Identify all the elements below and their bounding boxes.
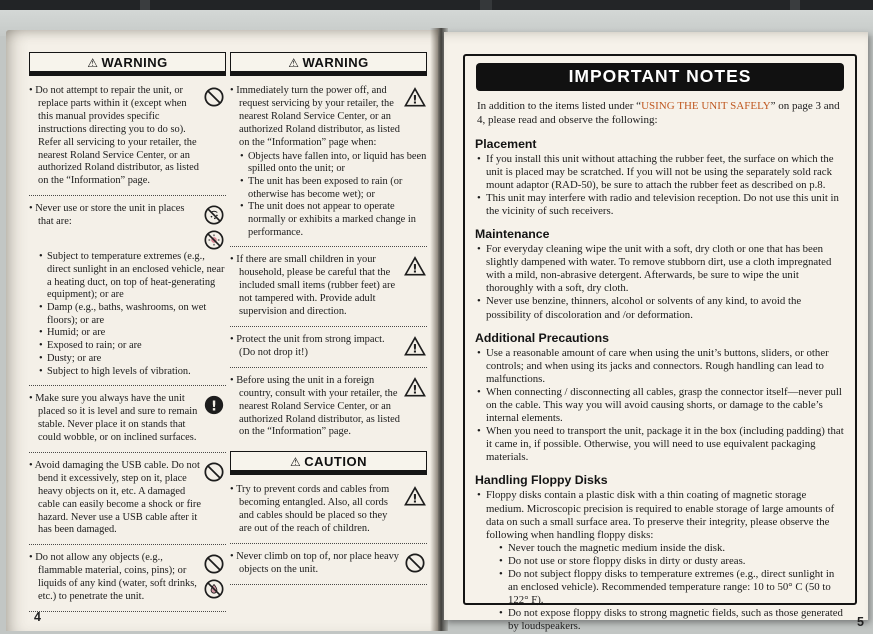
svg-text:!: ! xyxy=(411,491,418,506)
notes-bullet: • When connecting / disconnecting all cables, grasp the connector itself—never pull on the cable. This way you will avoid causing shorts, or damage to the cable’s internal elements. xyxy=(475,386,845,425)
warning-triangle-icon xyxy=(404,87,426,107)
dotted-separator xyxy=(29,544,226,545)
notes-section-heading: Additional Precautions xyxy=(475,330,609,345)
notes-bullet-list xyxy=(475,489,845,633)
warning-header xyxy=(29,52,226,76)
page-left xyxy=(6,30,438,631)
warning-triangle-icon xyxy=(404,336,426,356)
page-right xyxy=(444,32,868,633)
warning-sub-item: • Dusty; or are xyxy=(39,353,226,366)
warning-item xyxy=(230,334,427,360)
notes-bullet: • Use a reasonable amount of care when using the unit’s buttons, sliders, or other controls; and when using its jacks and connectors. Rough handling can lead to malfunctions. xyxy=(475,347,845,386)
warning-header-label: WARNING xyxy=(101,55,168,70)
warning-sub-item: • Subject to high levels of vibration. xyxy=(39,366,226,379)
warning-item-text: • Avoid damaging the USB cable. Do not bend it excessively, step on it, place heavy objects on it, etc. A damaged cable can easily become a shock or fire hazard. Never use a USB cable after it has been damaged. xyxy=(29,460,201,537)
warning-triangle-icon xyxy=(404,377,426,397)
page-number-left: 4 xyxy=(34,610,41,624)
notes-sub-bullet: • Do not subject floppy disks to temperature extremes (e.g., direct sunlight in an enclosed vehicle). Recommended temperature range: 10 to 50° C (50 to 122° F). xyxy=(498,568,845,607)
notes-bullet: • For everyday cleaning wipe the unit with a soft, dry cloth or one that has been slightly dampened with water. To remove stubborn dirt, use a cloth impregnated with a mild, non-abrasive detergent. Afterwards, be sure to wipe the unit thoroughly with a soft, dry cloth. xyxy=(475,243,845,295)
notes-section xyxy=(475,331,845,465)
prohibition-icon xyxy=(204,87,224,107)
no-rain-icon xyxy=(204,205,224,225)
alert-circle-icon xyxy=(204,395,224,415)
notes-section xyxy=(475,137,845,218)
notes-bullet-list xyxy=(475,243,845,322)
warning-sub-item: • Exposed to rain; or are xyxy=(39,340,226,353)
warning-item xyxy=(230,254,427,319)
prohibition-icon xyxy=(204,554,224,574)
svg-text:!: ! xyxy=(210,399,217,415)
warning-item-text: • Immediately turn the power off, and request servicing by your retailer, the nearest Roland Service Center, or an authorized Roland distributor, as listed on the “Information” page when: xyxy=(230,85,402,150)
warning-item xyxy=(230,85,427,239)
scanner-edge xyxy=(0,0,873,10)
warning-item xyxy=(29,393,226,445)
notes-bullet: • This unit may interfere with radio and television reception. Do not use this unit in the vicinity of such receivers. xyxy=(475,192,845,218)
warning-item-text: • Before using the unit in a foreign country, consult with your retailer, the nearest Roland Service Center, or an authorized Roland distributor, as listed on the “Information” page. xyxy=(230,375,402,440)
warning-column-2 xyxy=(230,52,427,592)
warning-item-icons xyxy=(402,484,427,536)
warning-item xyxy=(230,375,427,440)
warning-item-icons xyxy=(402,375,427,440)
dotted-separator xyxy=(230,367,427,368)
dotted-separator xyxy=(230,326,427,327)
warning-triangle-icon: ⚠ xyxy=(87,56,99,70)
dotted-separator xyxy=(230,584,427,585)
warning-triangle-icon xyxy=(404,486,426,506)
prohibition-icon xyxy=(204,462,224,482)
warning-item-text: • Never climb on top of, nor place heavy objects on the unit. xyxy=(230,551,402,577)
warning-item xyxy=(29,203,226,378)
notes-section-heading: Handling Floppy Disks xyxy=(475,473,608,488)
svg-text:!: ! xyxy=(411,341,418,356)
notes-bullet: • If you install this unit without attaching the rubber feet, the surface on which the unit is placed may be scratched. If you will not be using the separately sold rack mount adaptor (RAD-50), be sure to attach the rubber feet as described on p.8. xyxy=(475,153,845,192)
warning-sub-item: • Damp (e.g., baths, washrooms, on wet floors); or are xyxy=(39,302,226,327)
notes-bullet: • Never use benzine, thinners, alcohol or solvents of any kind, to avoid the possibility of discoloration and /or deformation. xyxy=(475,295,845,321)
intro-prefix: In addition to the items listed under “ xyxy=(477,100,642,112)
warning-item-icons xyxy=(201,552,226,604)
dotted-separator xyxy=(29,385,226,386)
warning-header-label: WARNING xyxy=(302,55,369,70)
warning-item-icons xyxy=(201,393,226,445)
warning-sub-item: • Objects have fallen into, or liquid has been spilled onto the unit; or xyxy=(240,151,427,176)
notes-sub-bullet: • Do not use or store floppy disks in dirty or dusty areas. xyxy=(498,555,845,568)
warning-item-icons xyxy=(201,460,226,537)
warning-item-list xyxy=(230,85,427,439)
svg-text:!: ! xyxy=(411,92,418,107)
safety-section-reference: USING THE UNIT SAFELY xyxy=(641,100,771,112)
warning-sub-list xyxy=(240,151,427,240)
warning-item-icons xyxy=(201,85,226,188)
warning-item-text: • Never use or store the unit in places that are: xyxy=(29,203,201,250)
warning-item-list xyxy=(29,85,226,612)
no-sunlight-icon xyxy=(204,230,224,250)
notes-section-heading: Placement xyxy=(475,136,537,151)
notes-sub-list xyxy=(498,542,845,634)
warning-sub-item: • The unit does not appear to operate normally or exhibits a marked change in performance. xyxy=(240,201,427,239)
warning-item-icons xyxy=(402,551,427,577)
notes-bullet-list xyxy=(475,347,845,465)
no-liquids-icon xyxy=(204,579,224,599)
important-notes-box xyxy=(463,54,857,633)
notes-bullet-list xyxy=(475,153,845,218)
notes-section-heading: Maintenance xyxy=(475,227,550,242)
caution-header-label: CAUTION xyxy=(304,454,367,470)
notes-bullet: • When you need to transport the unit, package it in the box (including padding) that it came in, if possible. Otherwise, you will need to use equivalent packaging materials. xyxy=(475,425,845,464)
warning-column-1 xyxy=(29,52,226,619)
important-notes-title: IMPORTANT NOTES xyxy=(476,63,844,91)
svg-text:!: ! xyxy=(411,261,418,276)
warning-item-text: • Try to prevent cords and cables from becoming entangled. Also, all cords and cables should be placed so they are out of the reach of children. xyxy=(230,484,402,536)
warning-item-text: • If there are small children in your household, please be careful that the included small items (rubber feet) are not tampered with. Provide adult supervision and direction. xyxy=(230,254,402,319)
warning-header xyxy=(230,52,427,76)
dotted-separator xyxy=(230,543,427,544)
warning-item xyxy=(230,484,427,536)
prohibition-icon xyxy=(405,553,425,573)
warning-item-text: • Make sure you always have the unit placed so it is level and sure to remain stable. Never place it on stands that could wobble, or on inclined surfaces. xyxy=(29,393,201,445)
notes-sub-bullet: • Never touch the magnetic medium inside the disk. xyxy=(498,542,845,555)
svg-text:!: ! xyxy=(411,382,418,397)
caution-header xyxy=(230,451,427,475)
warning-sub-item: • The unit has been exposed to rain (or otherwise has become wet); or xyxy=(240,176,427,201)
warning-item-icons xyxy=(402,334,427,360)
warning-item xyxy=(29,85,226,188)
caution-item-list xyxy=(230,484,427,584)
notes-section-list xyxy=(475,137,845,634)
warning-item-icons xyxy=(402,85,427,150)
dotted-separator xyxy=(29,195,226,196)
warning-sub-item: • Subject to temperature extremes (e.g., direct sunlight in an enclosed vehicle, near a heating duct, on top of heat-generating equipment); or are xyxy=(39,251,226,302)
warning-item-text: • Protect the unit from strong impact. (Do not drop it!) xyxy=(230,334,402,360)
warning-item-icons xyxy=(201,203,226,250)
dotted-separator xyxy=(29,611,226,612)
warning-item-text: • Do not attempt to repair the unit, or replace parts within it (except when this manual provides specific instructions directing you to do so). Refer all servicing to your retailer, the nearest Roland Service Center, or an authorized Roland distributor, as listed on the “Information” page. xyxy=(29,85,201,188)
warning-item-icons xyxy=(402,254,427,319)
warning-sub-list xyxy=(39,251,226,378)
warning-item-text: • Do not allow any objects (e.g., flammable material, coins, pins); or liquids of any kind (water, soft drinks, etc.) to penetrate the unit. xyxy=(29,552,201,604)
warning-sub-item: • Humid; or are xyxy=(39,327,226,340)
dotted-separator xyxy=(29,452,226,453)
dotted-separator xyxy=(230,246,427,247)
warning-triangle-icon: ⚠ xyxy=(290,455,302,470)
page-number-right: 5 xyxy=(857,615,864,629)
intro-text xyxy=(477,100,843,128)
warning-item xyxy=(230,551,427,577)
notes-sub-bullet: • Do not expose floppy disks to strong magnetic fields, such as those generated by loudspeakers. xyxy=(498,607,845,633)
warning-triangle-icon xyxy=(404,256,426,276)
notes-bullet: • Floppy disks contain a plastic disk with a thin coating of magnetic storage medium. Microscopic precision is required to enable storage of large amounts of data on such a small surface area. To preserve their integrity, please observe the following when handling floppy disks: • Never touch the magnetic medium inside the disk. • Do not use or store floppy disks in dirty or dusty areas. • Do not subject floppy disks to temperature extremes (e.g., direct sunlight in an enclosed vehicle). Recommended temperature range: 10 to 50° C (50 to 122° F). • Do not expose floppy disks to strong magnetic fields, such as those generated by loudspeakers. xyxy=(475,489,845,633)
intro-suffix: ” on page 3 and 4, please read and observe the following: xyxy=(477,100,840,126)
notes-section xyxy=(475,227,845,322)
warning-triangle-icon: ⚠ xyxy=(288,56,300,70)
warning-item xyxy=(29,460,226,537)
notes-section xyxy=(475,473,845,633)
warning-item xyxy=(29,552,226,604)
